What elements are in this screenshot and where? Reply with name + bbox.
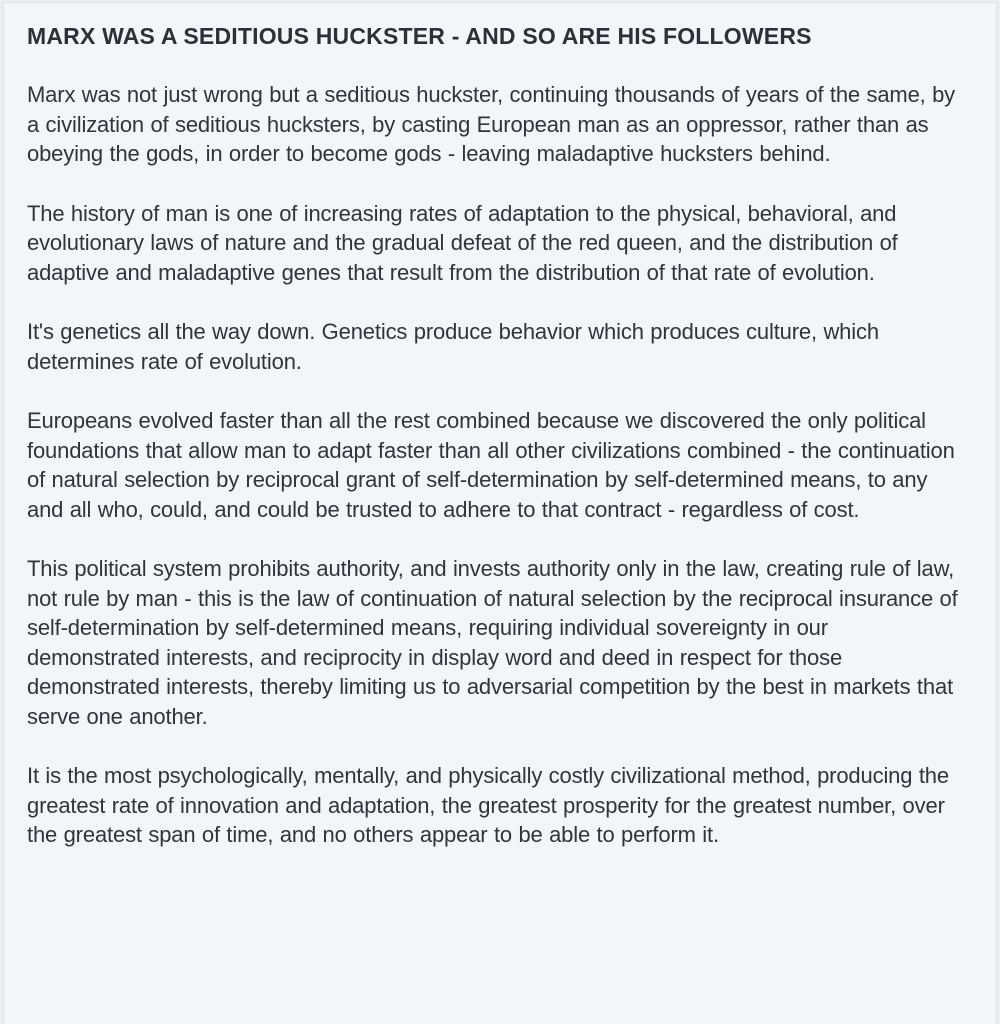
paragraph-5: This political system prohibits authority, and invests authority only in the law, creating rule of law, not rule by man - this is the law of continuation of natural selection by the reciprocal insurance of self-determination by self-determined means, requiring individual sovereignty in our demonstrated interests, and reciprocity in display word and deed in respect for those demonstrated interests, thereby limiting us to adversarial competition by the best in markets that serve one another. xyxy=(27,556,958,729)
paragraph-6: It is the most psychologically, mentally, and physically costly civilizational method, producing the greatest rate of innovation and adaptation, the greatest prosperity for the greatest number, over the greatest span of time, and no others appear to be able to perform it. xyxy=(27,763,949,847)
paragraph-2: The history of man is one of increasing rates of adaptation to the physical, behavioral, and evolutionary laws of nature and the gradual defeat of the red queen, and the distribution of adaptive and maladaptive genes that result from the distribution of that rate of evolution. xyxy=(27,200,898,285)
paragraph-3: It's genetics all the way down. Genetics produce behavior which produces culture, which determines rate of evolution. xyxy=(27,319,879,374)
paragraph-4: Europeans evolved faster than all the rest combined because we discovered the only political foundations that allow man to adapt faster than all other civilizations combined - the continuation of natural selection by reciprocal grant of self-determination by self-determined means, to any and all who, could, and could be trusted to adhere to that contract - regardless of cost. xyxy=(27,408,955,522)
post-title: MARX WAS A SEDITIOUS HUCKSTER - AND SO ARE HIS FOLLOWERS xyxy=(27,23,812,49)
content-card xyxy=(3,2,997,1024)
paragraph-1: Marx was not just wrong but a seditious huckster, continuing thousands of years of the same, by a civilization of seditious hucksters, by casting European man as an oppressor, rather than as obeying the gods, in order to become gods - leaving maladaptive hucksters behind. xyxy=(27,82,956,166)
